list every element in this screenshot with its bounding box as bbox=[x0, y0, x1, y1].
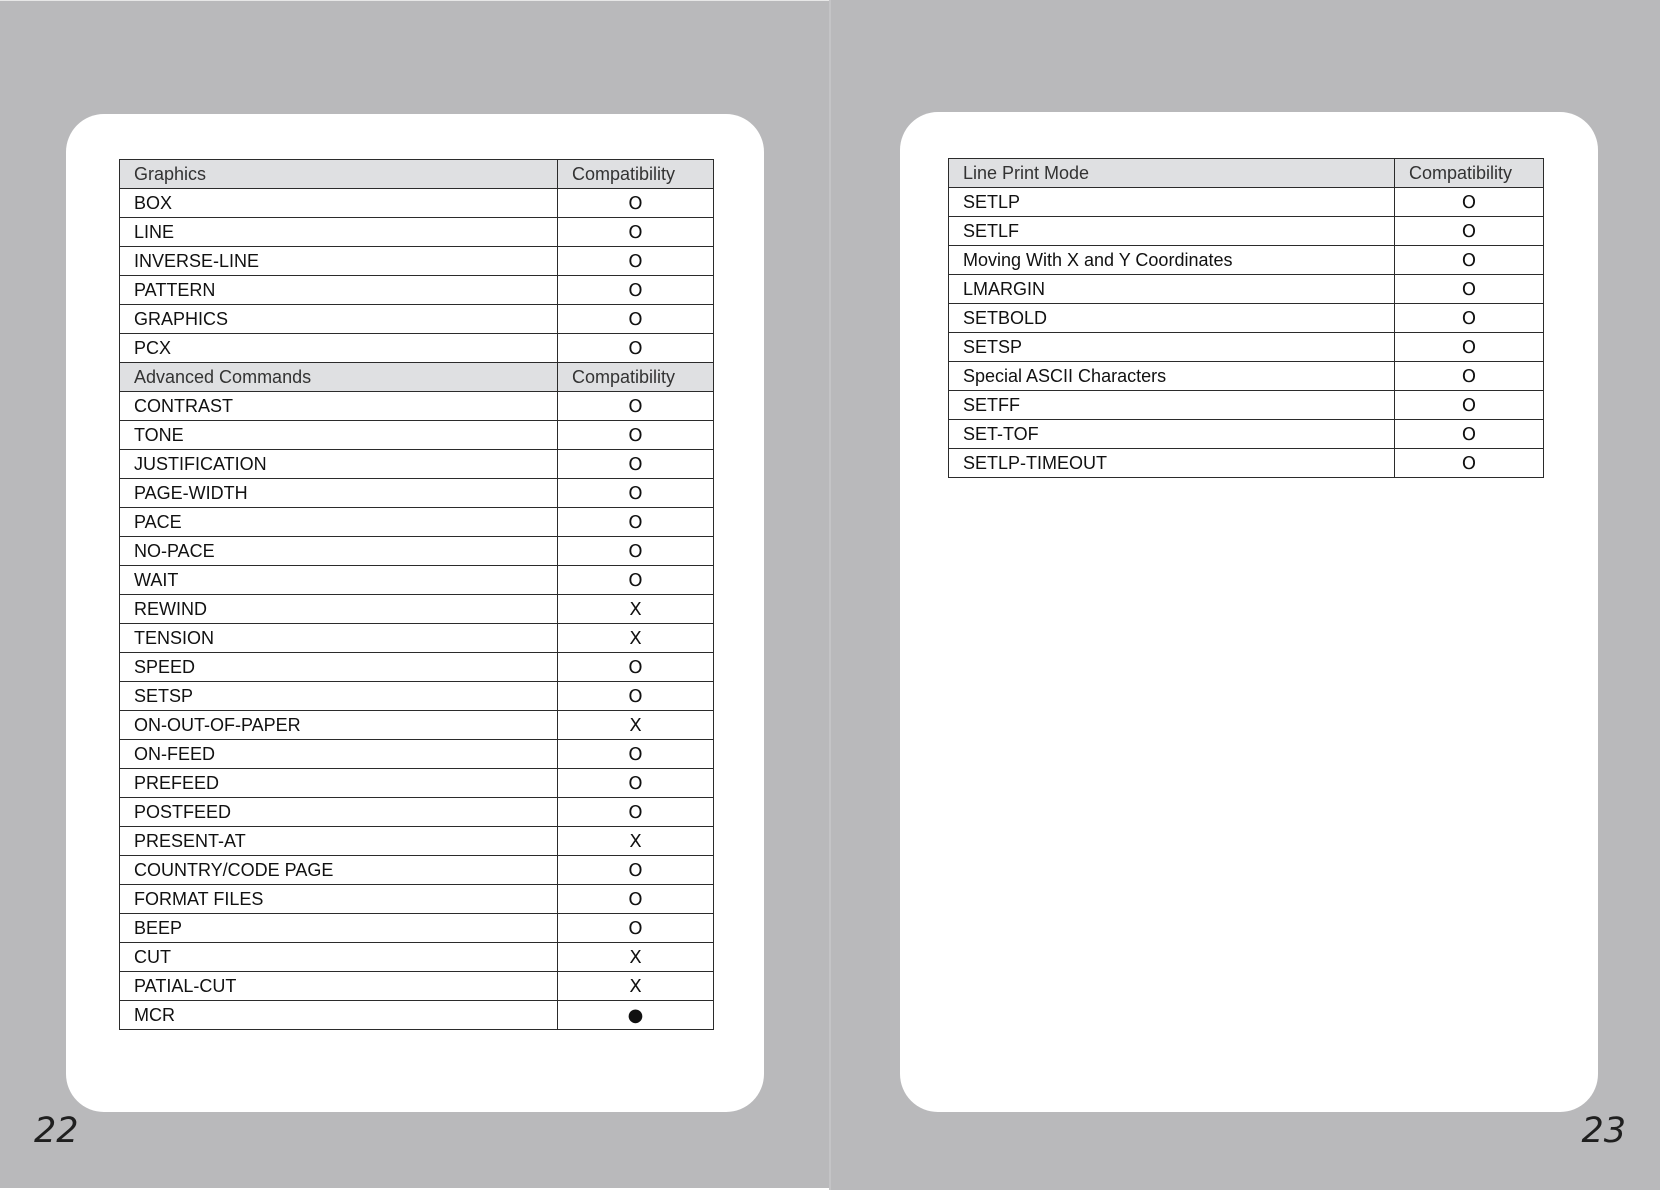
command-label: SETFF bbox=[949, 391, 1395, 420]
compatibility-mark: O bbox=[628, 656, 643, 678]
compatibility-mark: X bbox=[629, 975, 642, 997]
compatibility-mark: O bbox=[628, 453, 643, 475]
compatibility-mark: O bbox=[628, 424, 643, 446]
command-label: FORMAT FILES bbox=[120, 885, 558, 914]
table-row bbox=[120, 218, 714, 247]
compatibility-mark: O bbox=[628, 685, 643, 707]
compatibility-mark: O bbox=[628, 859, 643, 881]
command-label: REWIND bbox=[120, 595, 558, 624]
table-row bbox=[120, 247, 714, 276]
left-table-body bbox=[120, 160, 714, 1030]
compatibility-header: Compatibility bbox=[1395, 159, 1544, 188]
table-row bbox=[120, 769, 714, 798]
compatibility-mark: O bbox=[628, 482, 643, 504]
command-label: SETLP bbox=[949, 188, 1395, 217]
compatibility-mark: O bbox=[628, 569, 643, 591]
compatibility-mark-cell bbox=[558, 827, 714, 856]
table-row bbox=[120, 450, 714, 479]
compatibility-mark: O bbox=[628, 917, 643, 939]
graphics-header-row bbox=[120, 160, 714, 189]
table-row bbox=[949, 246, 1544, 275]
table-row bbox=[120, 392, 714, 421]
compatibility-mark-cell bbox=[1395, 304, 1544, 333]
compatibility-mark-cell bbox=[558, 189, 714, 218]
compatibility-mark-cell bbox=[1395, 188, 1544, 217]
table-row bbox=[120, 827, 714, 856]
command-label: PAGE-WIDTH bbox=[120, 479, 558, 508]
table-row bbox=[120, 798, 714, 827]
advanced-commands-section-header: Advanced Commands bbox=[120, 363, 558, 392]
compatibility-mark-cell bbox=[1395, 391, 1544, 420]
command-label: PACE bbox=[120, 508, 558, 537]
right-page-panel bbox=[900, 112, 1598, 1112]
command-label: PRESENT-AT bbox=[120, 827, 558, 856]
compatibility-mark-cell bbox=[558, 914, 714, 943]
compatibility-mark-cell bbox=[558, 392, 714, 421]
compatibility-mark: O bbox=[628, 337, 643, 359]
compatibility-mark-cell bbox=[558, 740, 714, 769]
compatibility-mark-cell bbox=[558, 769, 714, 798]
command-label: TENSION bbox=[120, 624, 558, 653]
command-label: LINE bbox=[120, 218, 558, 247]
compatibility-mark-cell bbox=[1395, 449, 1544, 478]
command-label: LMARGIN bbox=[949, 275, 1395, 304]
compatibility-mark: O bbox=[1461, 191, 1477, 213]
compatibility-mark-cell bbox=[558, 218, 714, 247]
compatibility-mark-cell bbox=[558, 624, 714, 653]
compatibility-mark-cell bbox=[1395, 420, 1544, 449]
command-label: PCX bbox=[120, 334, 558, 363]
right-page-number: 23 bbox=[1581, 1111, 1626, 1151]
advanced-commands-header-row bbox=[120, 363, 714, 392]
table-row bbox=[120, 682, 714, 711]
command-label: ON-OUT-OF-PAPER bbox=[120, 711, 558, 740]
command-label: SETLP-TIMEOUT bbox=[949, 449, 1395, 478]
compatibility-mark-cell bbox=[558, 566, 714, 595]
compatibility-mark-cell bbox=[558, 885, 714, 914]
command-label: BEEP bbox=[120, 914, 558, 943]
command-label: NO-PACE bbox=[120, 537, 558, 566]
table-row bbox=[120, 972, 714, 1001]
compatibility-mark-cell bbox=[558, 653, 714, 682]
table-row bbox=[120, 508, 714, 537]
compatibility-mark-cell bbox=[558, 798, 714, 827]
command-label: SPEED bbox=[120, 653, 558, 682]
command-label: COUNTRY/CODE PAGE bbox=[120, 856, 558, 885]
compatibility-mark-cell bbox=[1395, 246, 1544, 275]
compatibility-mark: O bbox=[1461, 278, 1477, 300]
right-table-body bbox=[949, 159, 1544, 478]
table-row bbox=[120, 740, 714, 769]
command-label: SET-TOF bbox=[949, 420, 1395, 449]
command-label: PATTERN bbox=[120, 276, 558, 305]
compatibility-mark-cell bbox=[558, 682, 714, 711]
table-row bbox=[120, 856, 714, 885]
compatibility-mark-cell bbox=[558, 943, 714, 972]
left-page-number: 22 bbox=[34, 1111, 79, 1151]
table-row bbox=[949, 217, 1544, 246]
table-row bbox=[949, 275, 1544, 304]
command-label: WAIT bbox=[120, 566, 558, 595]
table-row bbox=[120, 711, 714, 740]
compatibility-mark: O bbox=[1461, 249, 1477, 271]
compatibility-mark: O bbox=[1461, 365, 1477, 387]
table-row bbox=[949, 362, 1544, 391]
compatibility-mark: X bbox=[629, 946, 642, 968]
top-edge-line bbox=[0, 0, 829, 1]
table-row bbox=[949, 420, 1544, 449]
table-row bbox=[120, 276, 714, 305]
command-label: JUSTIFICATION bbox=[120, 450, 558, 479]
compatibility-mark: X bbox=[629, 627, 642, 649]
compatibility-mark-cell bbox=[558, 711, 714, 740]
command-label: TONE bbox=[120, 421, 558, 450]
command-label: ON-FEED bbox=[120, 740, 558, 769]
table-row bbox=[120, 1001, 714, 1030]
compatibility-mark-cell bbox=[558, 334, 714, 363]
compatibility-mark: X bbox=[629, 830, 642, 852]
table-row bbox=[120, 653, 714, 682]
table-row bbox=[120, 885, 714, 914]
command-label: CUT bbox=[120, 943, 558, 972]
table-row bbox=[120, 624, 714, 653]
compatibility-mark-cell bbox=[558, 421, 714, 450]
table-row bbox=[949, 333, 1544, 362]
left-page-panel bbox=[66, 114, 764, 1112]
command-label: GRAPHICS bbox=[120, 305, 558, 334]
compatibility-mark-cell bbox=[558, 247, 714, 276]
table-row bbox=[120, 189, 714, 218]
command-label: Special ASCII Characters bbox=[949, 362, 1395, 391]
table-row bbox=[120, 943, 714, 972]
compatibility-mark: O bbox=[628, 192, 643, 214]
table-row bbox=[949, 391, 1544, 420]
compatibility-mark: O bbox=[1461, 307, 1477, 329]
compatibility-mark: O bbox=[628, 888, 643, 910]
page-seam bbox=[829, 0, 831, 1190]
compatibility-mark-cell bbox=[558, 1001, 714, 1030]
table-row bbox=[120, 537, 714, 566]
compatibility-mark: O bbox=[628, 772, 643, 794]
compatibility-mark-cell bbox=[1395, 275, 1544, 304]
compatibility-mark: O bbox=[1461, 452, 1477, 474]
line-print-mode-section-header: Line Print Mode bbox=[949, 159, 1395, 188]
compatibility-mark: O bbox=[628, 279, 643, 301]
line-print-mode-header-row bbox=[949, 159, 1544, 188]
table-row bbox=[949, 449, 1544, 478]
table-row bbox=[120, 479, 714, 508]
command-label: Moving With X and Y Coordinates bbox=[949, 246, 1395, 275]
command-label: PREFEED bbox=[120, 769, 558, 798]
compatibility-mark: X bbox=[629, 714, 642, 736]
command-label: INVERSE-LINE bbox=[120, 247, 558, 276]
compatibility-mark: O bbox=[628, 308, 643, 330]
left-compatibility-table bbox=[119, 159, 714, 1030]
command-label: SETSP bbox=[120, 682, 558, 711]
compatibility-mark: O bbox=[1461, 423, 1477, 445]
compatibility-header: Compatibility bbox=[558, 363, 714, 392]
compatibility-mark-cell bbox=[1395, 217, 1544, 246]
command-label: SETLF bbox=[949, 217, 1395, 246]
table-row bbox=[120, 421, 714, 450]
command-label: PATIAL-CUT bbox=[120, 972, 558, 1001]
compatibility-mark: O bbox=[628, 743, 643, 765]
compatibility-mark-cell bbox=[558, 479, 714, 508]
table-row bbox=[120, 334, 714, 363]
compatibility-header: Compatibility bbox=[558, 160, 714, 189]
table-row bbox=[949, 188, 1544, 217]
table-row bbox=[949, 304, 1544, 333]
compatibility-mark-cell bbox=[558, 450, 714, 479]
compatibility-mark: O bbox=[1461, 394, 1477, 416]
compatibility-mark-cell bbox=[558, 276, 714, 305]
compatibility-mark-cell bbox=[1395, 362, 1544, 391]
compatibility-mark: X bbox=[629, 598, 642, 620]
compatibility-mark: O bbox=[628, 395, 643, 417]
compatibility-mark-cell bbox=[558, 972, 714, 1001]
compatibility-mark-cell bbox=[558, 595, 714, 624]
compatibility-mark-cell bbox=[558, 305, 714, 334]
compatibility-mark: O bbox=[628, 221, 643, 243]
compatibility-mark: O bbox=[628, 540, 643, 562]
compatibility-mark: O bbox=[628, 801, 643, 823]
command-label: SETSP bbox=[949, 333, 1395, 362]
table-row bbox=[120, 305, 714, 334]
command-label: POSTFEED bbox=[120, 798, 558, 827]
compatibility-mark: O bbox=[1461, 220, 1477, 242]
compatibility-mark: ● bbox=[627, 1004, 644, 1026]
table-row bbox=[120, 595, 714, 624]
compatibility-mark-cell bbox=[558, 508, 714, 537]
compatibility-mark: O bbox=[1461, 336, 1477, 358]
command-label: SETBOLD bbox=[949, 304, 1395, 333]
compatibility-mark-cell bbox=[1395, 333, 1544, 362]
right-compatibility-table bbox=[948, 158, 1544, 478]
graphics-section-header: Graphics bbox=[120, 160, 558, 189]
command-label: BOX bbox=[120, 189, 558, 218]
compatibility-mark: O bbox=[628, 250, 643, 272]
compatibility-mark-cell bbox=[558, 856, 714, 885]
command-label: CONTRAST bbox=[120, 392, 558, 421]
compatibility-mark-cell bbox=[558, 537, 714, 566]
table-row bbox=[120, 566, 714, 595]
compatibility-mark: O bbox=[628, 511, 643, 533]
table-row bbox=[120, 914, 714, 943]
command-label: MCR bbox=[120, 1001, 558, 1030]
